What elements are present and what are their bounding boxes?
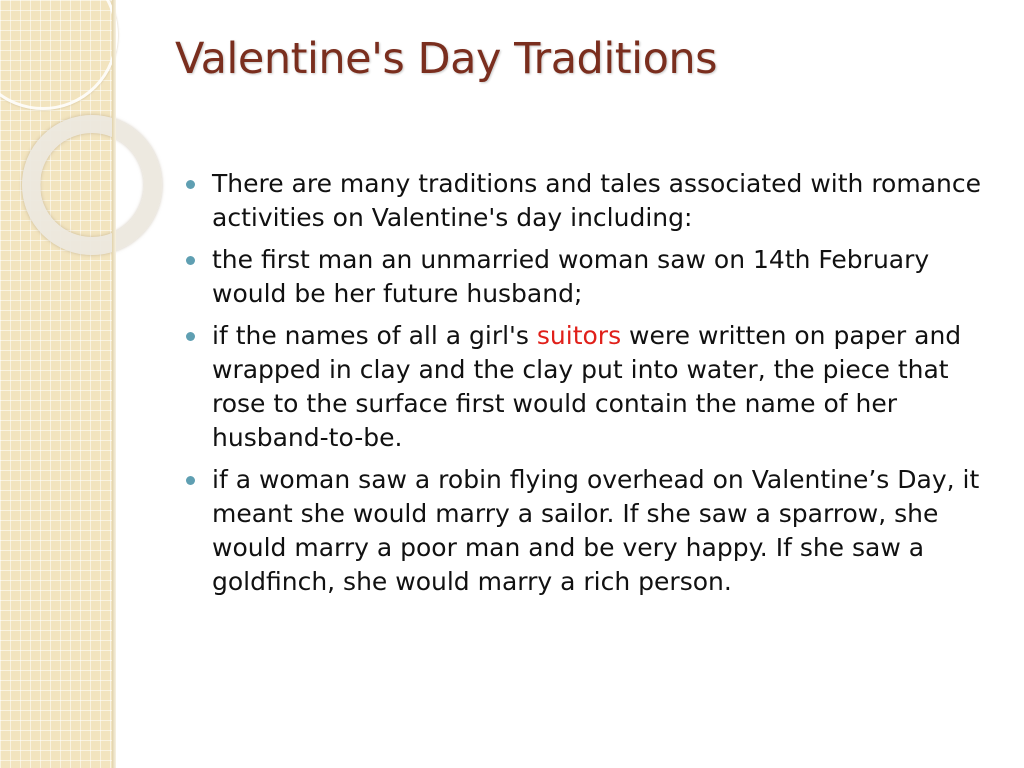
bullet-item-2 [186,243,996,311]
bullet-list [186,167,996,607]
decorative-sidebar [0,0,112,768]
decorative-ring-top [0,0,118,110]
bullet-icon [186,256,195,265]
bullet-text-after: were written on paper and wrapped in clay and the clay put into water, the piece that rose to the surface first would contain the name of her husband-to-be. [212,321,962,452]
bullet-icon [186,332,195,341]
sidebar-edge [112,0,116,768]
bullet-item-1 [186,167,996,235]
bullet-icon [186,180,195,189]
suitors-highlight: suitors [536,321,622,350]
bullet-text: There are many traditions and tales associated with romance activities on Valentine's day including: [212,169,981,232]
bullet-text-before: if the names of all a girl's [212,321,537,350]
bullet-text: the first man an unmarried woman saw on 14th February would be her future husband; [212,245,930,308]
bullet-item-4 [186,463,996,599]
decorative-ring-middle [22,115,162,255]
slide-title: Valentine's Day Traditions [175,34,718,84]
bullet-icon [186,476,195,485]
bullet-item-3 [186,319,996,455]
bullet-text: if a woman saw a robin flying overhead on Valentine’s Day, it meant she would marry a sailor. If she saw a sparrow, she would marry a poor man and be very happy. If she saw a goldfinch, she would marry a rich person. [212,465,980,596]
